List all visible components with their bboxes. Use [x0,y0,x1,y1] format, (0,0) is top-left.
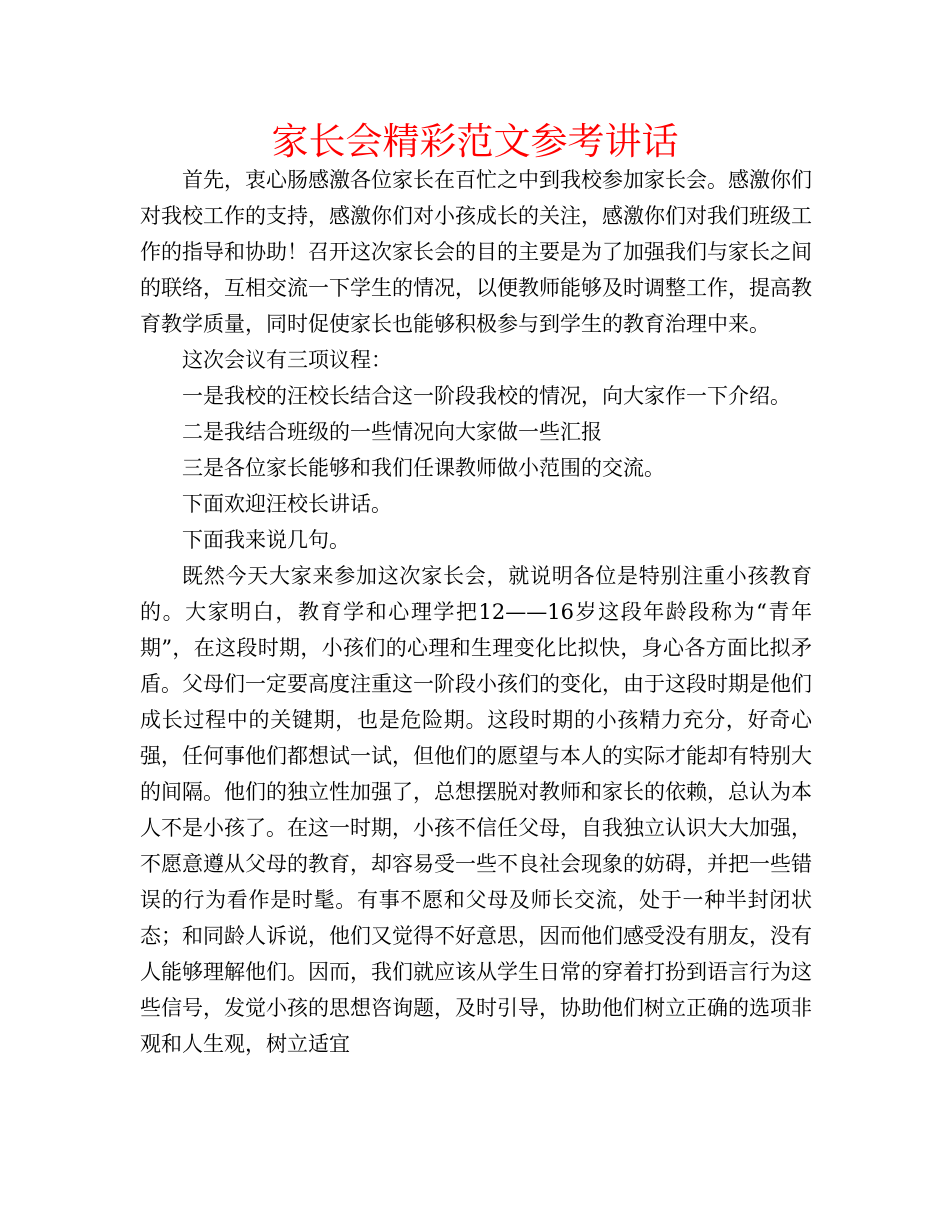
paragraph-agenda-item-2: 二是我结合班级的一些情况向大家做一些汇报 [182,420,602,444]
document-body [140,162,812,1062]
paragraph-main-speech: 既然今天大家来参加这次家长会，就说明各位是特别注重小孩教育的。大家明白，教育学和心理学把12——16岁这段年龄段称为“青年期”，在这段时期，小孩们的心理和生理变化比拟快，身心各方面比拟矛盾。父母们一定要高度注重这一阶段小孩们的变化，由于这段时期是他们成长过程中的关键期，也是危险期。这段时期的小孩精力充分，好奇心强，任何事他们都想试一试，但他们的愿望与本人的实际才能却有特别大的间隔。他们的独立性加强了，总想摆脱对教师和家长的依赖，总认为本人不是小孩了。在这一时期，小孩不信任父母，自我独立认识大大加强，不愿意遵从父母的教育，却容易受一些不良社会现象的妨碍，并把一些错误的行为看作是时髦。有事不愿和父母及师长交流，处于一种半封闭状态；和同龄人诉说，他们又觉得不好意思，因而他们感受没有朋友，没有人能够理解他们。因而，我们就应该从学生日常的穿着打扮到语言行为这些信号，发觉小孩的思想咨询题，及时引导，协助他们树立正确的选项非观和人生观，树立适宜 [140,564,812,1056]
paragraph-agenda-item-3: 三是各位家长能够和我们任课教师做小范围的交流。 [182,456,665,480]
paragraph-transition: 下面我来说几句。 [182,528,350,552]
paragraph-agenda-item-1: 一是我校的汪校长结合这一阶段我校的情况，向大家作一下介绍。 [182,384,791,408]
paragraph-welcome: 下面欢迎汪校长讲话。 [182,492,392,516]
document-title: 家长会精彩范文参考讲话 [271,120,679,163]
paragraph-intro: 首先，衷心肠感激各位家长在百忙之中到我校参加家长会。感激你们对我校工作的支持，感激你们对小孩成长的关注，感激你们对我们班级工作的指导和协助！召开这次家长会的目的主要是为了加强我们与家长之间的联络，互相交流一下学生的情况，以便教师能够及时调整工作，提高教育教学质量，同时促使家长也能够积极参与到学生的教育治理中来。 [140,168,812,336]
paragraph-agenda-heading: 这次会议有三项议程： [182,348,392,372]
